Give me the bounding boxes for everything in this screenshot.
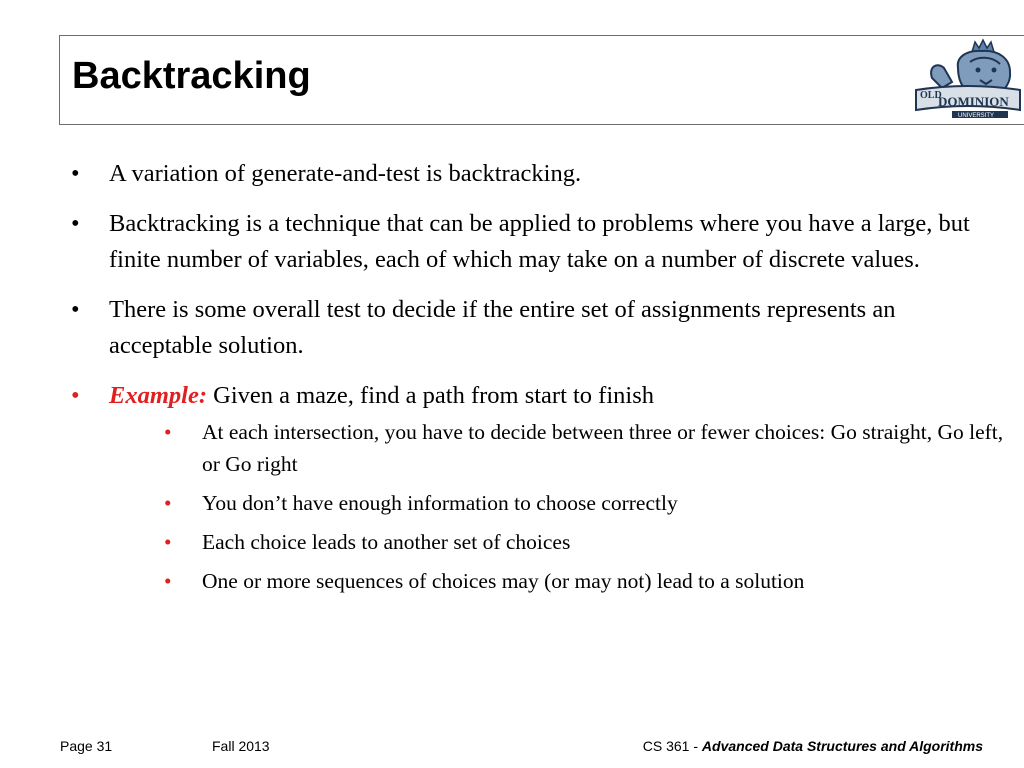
bullet-item-example <box>69 378 1004 597</box>
sub-bullet-text: One or more sequences of choices may (or may not) lead to a solution <box>202 569 805 593</box>
sub-bullet-dot: • <box>164 530 172 554</box>
logo-text-university: UNIVERSITY <box>958 113 995 119</box>
footer-term: Fall 2013 <box>212 738 270 754</box>
slide-content <box>69 156 1004 611</box>
sub-bullet-dot: • <box>164 491 172 515</box>
sub-bullet-item <box>109 487 1004 519</box>
footer-course <box>643 738 983 754</box>
footer-page-number: Page 31 <box>60 738 113 754</box>
sub-bullet-text: At each intersection, you have to decide between three or fewer choices: Go straight, Go left, or Go right <box>202 420 1004 476</box>
sub-bullet-item <box>109 526 1004 558</box>
slide-footer <box>0 738 1024 758</box>
sub-bullet-dot: • <box>164 420 172 444</box>
bullet-text: A variation of generate-and-test is backtracking. <box>109 160 582 187</box>
title-box <box>59 35 1024 125</box>
logo-text-dominion: DOMINION <box>938 94 1009 109</box>
bullet-item <box>69 292 1004 364</box>
bullet-dot: • <box>71 210 80 237</box>
logo-text-old: OLD <box>920 90 942 101</box>
example-label: Example: <box>109 382 207 409</box>
bullet-text: There is some overall test to decide if the entire set of assignments represents an acceptable solution. <box>109 296 896 359</box>
sub-bullet-list <box>109 416 1004 597</box>
bullet-dot: • <box>71 382 80 409</box>
bullet-item <box>69 206 1004 278</box>
bullet-item <box>69 156 1004 192</box>
slide-title: Backtracking <box>72 55 311 97</box>
sub-bullet-text: Each choice leads to another set of choices <box>202 530 571 554</box>
old-dominion-university-logo <box>912 38 1024 124</box>
sub-bullet-text: You don’t have enough information to choose correctly <box>202 491 678 515</box>
sub-bullet-item <box>109 565 1004 597</box>
bullet-text: Given a maze, find a path from start to finish <box>213 382 654 409</box>
sub-bullet-item <box>109 416 1004 480</box>
footer-course-prefix: CS 361 - <box>642 738 702 754</box>
bullet-dot: • <box>71 296 80 323</box>
bullet-dot: • <box>71 160 80 187</box>
bullet-text: Backtracking is a technique that can be applied to problems where you have a large, but finite number of variables, each of which may take on a number of discrete values. <box>109 210 970 273</box>
footer-course-name: Advanced Data Structures and Algorithms <box>701 738 983 754</box>
sub-bullet-dot: • <box>164 569 172 593</box>
